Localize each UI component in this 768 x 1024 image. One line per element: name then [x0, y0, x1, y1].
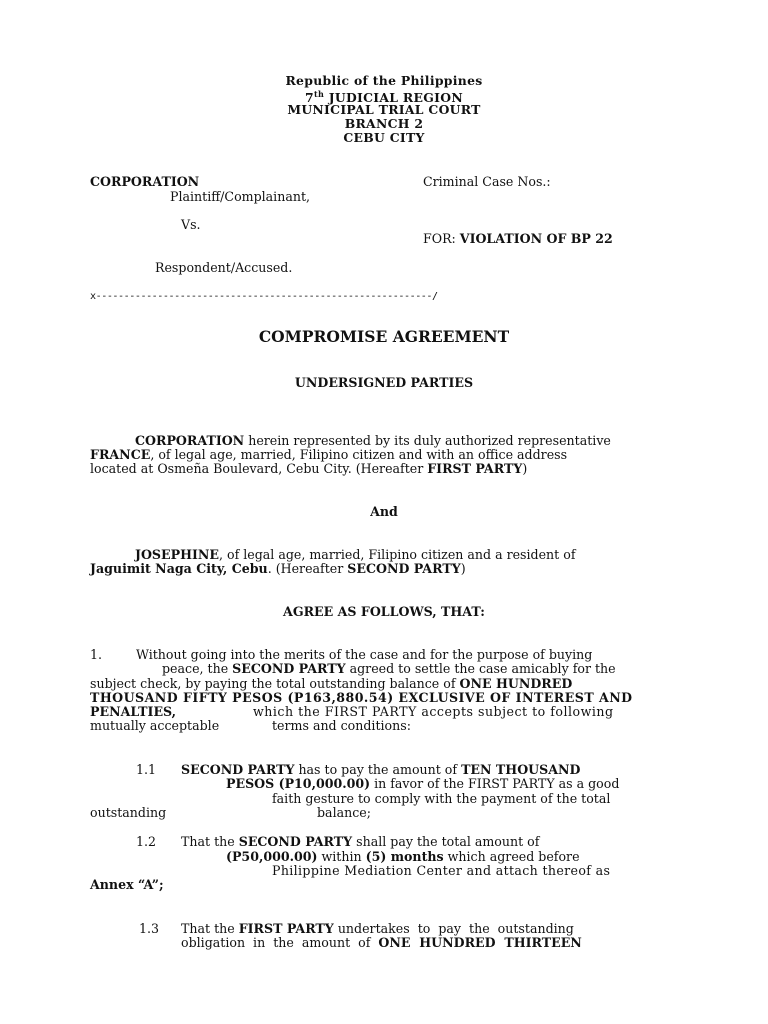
clause-1-1-line4b: balance; — [317, 805, 371, 820]
clause-1-1-line3: faith gesture to comply with the payment of the total — [272, 791, 611, 806]
clause-1-2-line3: Philippine Mediation Center and attach thereof as — [272, 863, 611, 878]
plaintiff-role: Plaintiff/Complainant, — [170, 189, 311, 204]
clause-1-2-number: 1.2 — [136, 834, 157, 849]
clause-1-3-number: 1.3 — [139, 921, 160, 936]
clause-1-1-number: 1.1 — [136, 762, 157, 777]
caption-divider: x------------------------------------------------------------/ — [90, 291, 438, 302]
header-court: MUNICIPAL TRIAL COURT — [287, 102, 481, 117]
case-number-label: Criminal Case Nos.: — [423, 174, 551, 189]
clause-1-2-line2: (P50,000.00) within (5) months which agreed before — [226, 849, 580, 864]
clause-1-line3: subject check, by paying the total outstanding balance of ONE HUNDRED — [90, 676, 573, 691]
clause-1-line1: Without going into the merits of the case and for the purpose of buying — [136, 647, 593, 662]
plaintiff-name: CORPORATION — [90, 174, 200, 189]
second-party-line1: JOSEPHINE, of legal age, married, Filipino citizen and a resident of — [135, 547, 576, 562]
first-party-line1: CORPORATION herein represented by its duly authorized representative — [135, 433, 611, 448]
first-party-line3: located at Osmeña Boulevard, Cebu City. (Hereafter FIRST PARTY) — [90, 461, 528, 476]
clause-1-line2: peace, the SECOND PARTY agreed to settle the case amicably for the — [162, 661, 616, 676]
clause-1-3-line1: That the FIRST PARTY undertakes to pay the outstanding — [181, 921, 574, 936]
section-subtitle: UNDERSIGNED PARTIES — [294, 375, 474, 390]
clause-1-1-line1: SECOND PARTY has to pay the amount of TEN THOUSAND — [181, 762, 581, 777]
header-branch: BRANCH 2 — [344, 116, 424, 131]
first-party-line2: FRANCE, of legal age, married, Filipino citizen and with an office address — [90, 447, 568, 462]
second-party-line2: Jaguimit Naga City, Cebu. (Hereafter SECOND PARTY) — [90, 561, 466, 576]
header-republic: Republic of the Philippines — [285, 73, 483, 88]
header-judicial-region: 7th JUDICIAL REGION — [305, 89, 463, 106]
case-for-label: FOR: VIOLATION OF BP 22 — [423, 231, 613, 246]
document-title: COMPROMISE AGREEMENT — [258, 327, 510, 346]
clause-1-2-line1: That the SECOND PARTY shall pay the total amount of — [181, 834, 540, 849]
clause-1-line5a: PENALTIES, — [90, 704, 177, 719]
clause-1-number: 1. — [90, 647, 103, 662]
clause-1-line6a: mutually acceptable — [90, 718, 220, 733]
and-separator: And — [370, 504, 398, 519]
clause-1-line6b: terms and conditions: — [272, 718, 411, 733]
clause-1-line4: THOUSAND FIFTY PESOS (P163,880.54) EXCLUSIVE OF INTEREST AND — [90, 690, 633, 705]
clause-1-2-annex: Annex “A”; — [90, 877, 164, 892]
clause-1-1-line4a: outstanding — [90, 805, 167, 820]
clause-1-3-line2: obligation in the amount of ONE HUNDRED THIRTEEN — [181, 935, 582, 950]
respondent-role: Respondent/Accused. — [155, 260, 293, 275]
clause-1-line5b: which the FIRST PARTY accepts subject to following — [253, 704, 614, 719]
versus-label: Vs. — [181, 217, 201, 232]
clause-1-1-line2: PESOS (P10,000.00) in favor of the FIRST PARTY as a good — [226, 776, 620, 791]
header-city: CEBU CITY — [343, 130, 425, 145]
agree-heading: AGREE AS FOLLOWS, THAT: — [283, 604, 485, 619]
